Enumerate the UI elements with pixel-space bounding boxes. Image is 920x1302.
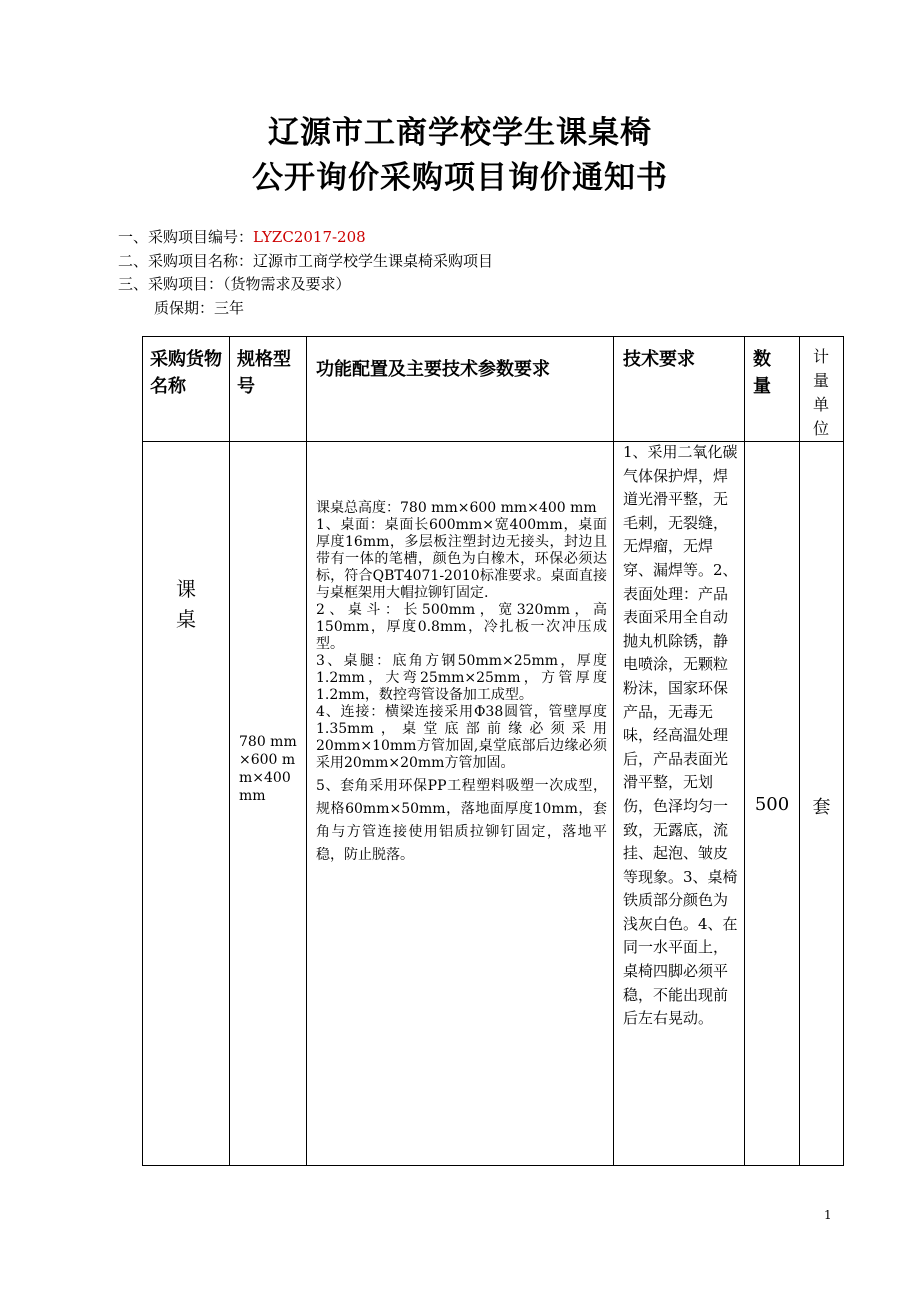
- table-border-top: [142, 336, 844, 337]
- table-border-right: [843, 336, 844, 1166]
- header-tech-requirements: 技术要求: [623, 349, 695, 370]
- func-corner-caps: 5、套角采用环保PP工程塑料吸塑一次成型，规格60mm×50mm，落地面厚度10mm，套角与方管连接使用铝质拉铆钉固定，落地平稳，防止脱落。: [316, 778, 607, 863]
- requirements-table: [142, 336, 844, 1166]
- func-legs: 3、桌腿：底角方钢50mm×25mm，厚度1.2mm，大弯25mm×25mm，方管厚度1.2mm，数控弯管设备加工成型。: [316, 653, 607, 703]
- project-number-line: [118, 226, 366, 248]
- table-border-left: [142, 336, 143, 1166]
- spec-model-cell: 780 mm×600 mm×400 mm: [239, 734, 297, 804]
- func-total-height: 课桌总高度：780 mm×600 mm×400 mm: [316, 500, 597, 516]
- project-name-line: 二、采购项目名称：辽源市工商学校学生课桌椅采购项目: [118, 252, 494, 270]
- header-unit: 计量单位: [812, 347, 829, 438]
- unit-cell: 套: [812, 797, 831, 818]
- document-title-line2: 公开询价采购项目询价通知书: [252, 160, 668, 196]
- function-params-cell: [316, 500, 607, 867]
- tech-requirements-cell: 1、采用二氧化碳气体保护焊，焊道光滑平整，无毛刺，无裂缝，无焊瘤，无焊穿、漏焊等。2、表面处理：产品表面采用全自动抛丸机除锈，静电喷涂，无颗粒粉沫，国家环保产品，无毒无味，经高温处理后，产品表面光滑平整，无划伤，色泽均匀一致，无露底，流挂、起泡、皱皮等现象。3、桌椅铁质部分颜色为浅灰白色。4、在同一水平面上，桌椅四脚必须平稳，不能出现前后左右晃动。: [623, 443, 738, 1028]
- header-function-params: 功能配置及主要技术参数要求: [316, 359, 550, 380]
- column-divider: [229, 336, 230, 1166]
- header-spec-model: 规格型号: [237, 349, 291, 397]
- table-border-bottom: [142, 1165, 844, 1166]
- func-desktop: 1、桌面：桌面长600mm×宽400mm，桌面厚度16mm，多层板注塑封边无接头，封边且带有一体的笔槽，颜色为白橡木，环保必须达标，符合QBT4071-2010标准要求。桌面直接与桌框架用大帽拉铆钉固定.: [316, 517, 607, 601]
- project-number-label: 一、采购项目编号：: [118, 228, 254, 246]
- column-divider: [799, 336, 800, 1166]
- goods-name-cell: 课桌: [176, 577, 196, 631]
- warranty-line: 质保期：三年: [154, 299, 245, 317]
- project-items-line: 三、采购项目：（货物需求及要求）: [118, 275, 351, 293]
- column-divider: [613, 336, 614, 1166]
- page-number: 1: [824, 1208, 832, 1222]
- header-quantity: 数量: [753, 349, 771, 397]
- document-title-line1: 辽源市工商学校学生课桌椅: [268, 115, 652, 151]
- func-connection: 4、连接：横梁连接采用Φ38圆管，管壁厚度1.35mm，桌堂底部前缘必须采用20mm×10mm方管加固,桌堂底部后边缘必须采用20mm×20mm方管加固。: [316, 704, 607, 771]
- func-drawer: 2、桌斗：长500mm，宽320mm，高150mm，厚度0.8mm，冷扎板一次冲压成型。: [316, 602, 607, 652]
- project-number-value: LYZC2017-208: [253, 228, 366, 246]
- quantity-cell: 500: [754, 794, 790, 815]
- header-goods-name: 采购货物名称: [150, 349, 222, 397]
- column-divider: [744, 336, 745, 1166]
- column-divider: [306, 336, 307, 1166]
